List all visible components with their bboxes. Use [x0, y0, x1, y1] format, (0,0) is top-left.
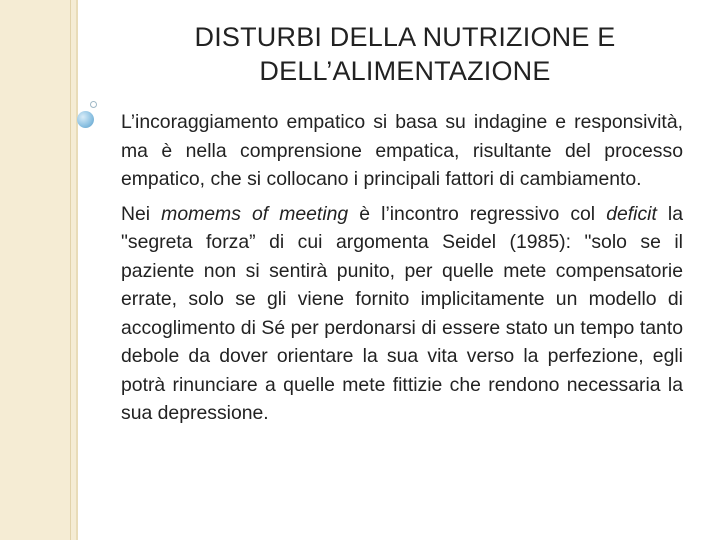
slide-title	[100, 20, 710, 88]
title-line-2: DELL’ALIMENTAZIONE	[259, 56, 551, 86]
small-ring-icon	[90, 101, 97, 108]
paragraph-2-italic-a: momems of meeting	[161, 202, 349, 225]
side-band-line	[70, 0, 71, 540]
paragraph-2-text-a: Nei	[121, 202, 162, 225]
paragraph-2-text-b: è l’incontro regressivo col	[348, 202, 607, 225]
paragraph-1: L’incoraggiamento empatico si basa su indagine e responsività, ma è nella comprensione empatica, risultante del processo empatico, che si collocano i principali fattori di cambiamento.	[121, 111, 683, 190]
paragraph-2	[121, 200, 683, 428]
paragraph-2-italic-b: deficit	[606, 202, 657, 225]
slide-body	[121, 108, 683, 434]
side-decoration-band	[0, 0, 78, 540]
title-line-1: DISTURBI DELLA NUTRIZIONE E	[194, 22, 616, 52]
paragraph-2-text-c: la "segreta forza” di cui argomenta Seidel (1985): "solo se il paziente non si sentirà punito, per quelle mete compensatorie errate, solo se gli viene fornito implicitamente un modello di accoglimento di Sé per perdonarsi di essere stato un tempo tanto debole da dover orientare la sua vita verso la perfezione, egli potrà rinunciare a quelle mete fittizie che rendono necessaria la sua depressione.	[121, 202, 684, 424]
bullet-dot-icon	[77, 111, 94, 128]
